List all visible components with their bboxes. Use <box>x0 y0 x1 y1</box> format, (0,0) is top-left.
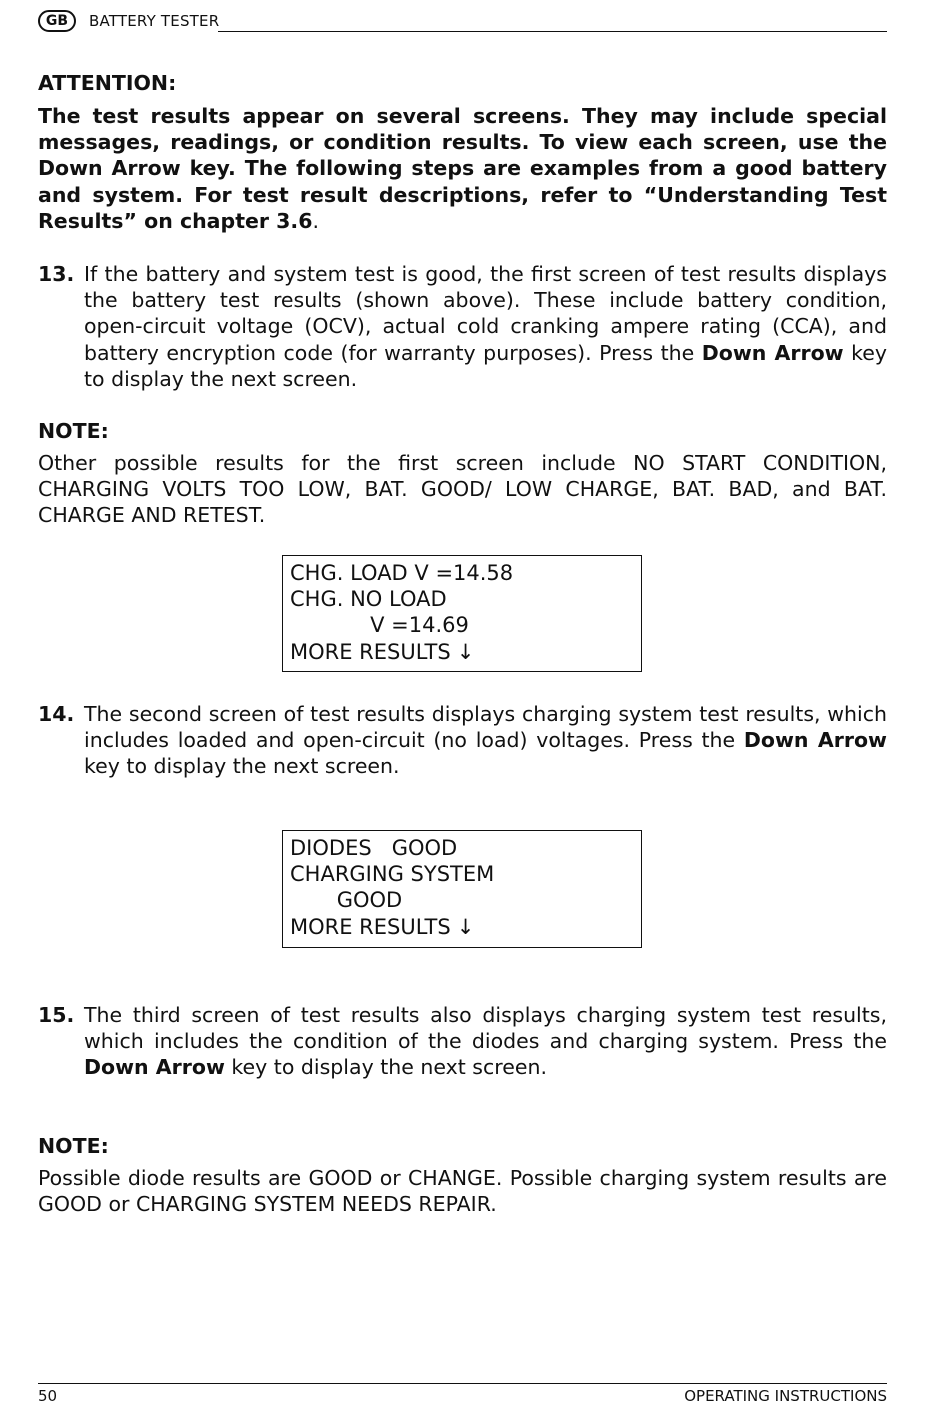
step-number: 14. <box>38 702 75 726</box>
step-text <box>84 701 887 780</box>
screen-line: CHG. NO LOAD <box>290 587 447 612</box>
footer-section-title: OPERATING INSTRUCTIONS <box>684 1387 887 1405</box>
step-text-a: The second screen of test results displays charging system test results, which includes loaded and open-circuit (no load) voltages. Press the <box>84 702 887 753</box>
attention-heading: ATTENTION: <box>38 71 177 95</box>
note-heading: NOTE: <box>38 419 109 443</box>
down-arrow-icon: ↓ <box>456 914 475 939</box>
language-badge: GB <box>38 10 76 32</box>
step-text <box>84 261 887 392</box>
step-number: 15. <box>38 1003 75 1027</box>
page-number: 50 <box>38 1387 58 1405</box>
page-header <box>38 9 887 37</box>
step-bold-key: Down Arrow <box>743 728 887 753</box>
step-15 <box>38 1002 887 1081</box>
footer-rule <box>38 1383 887 1384</box>
more-results-label: MORE RESULTS <box>290 914 451 939</box>
attention-text: The test results appear on several screens. They may include special messages, readings, or condition results. To view each screen, use the Down Arrow key. The following steps are examples from a good battery and system. For test result descriptions, refer to “Understanding Test Results” on chapter 3.6 <box>38 104 887 233</box>
note-text: Possible diode results are GOOD or CHANGE. Possible charging system results are GOOD or CHARGING SYSTEM NEEDS REPAIR. <box>38 1166 887 1217</box>
step-text-a: If the battery and system test is good, the first screen of test results displays the battery test results (shown above). These include battery condition, open-circuit voltage (OCV), actual cold cranking ampere rating (CCA), and battery encryption code (for warranty purposes). Press the <box>84 262 887 365</box>
more-results-label: MORE RESULTS <box>290 639 451 664</box>
step-text-b: key to display the next screen. <box>224 1055 547 1080</box>
screen-line: CHG. LOAD V =14.58 <box>290 561 514 585</box>
step-text-a: The third screen of test results also displays charging system test results, which includes the condition of the diodes and charging system. Press the <box>84 1003 887 1054</box>
step-bold-key: Down Arrow <box>701 340 844 365</box>
attention-trailing: . <box>312 208 319 233</box>
step-14 <box>38 701 887 780</box>
screen-line <box>290 639 634 665</box>
screen-line: DIODES GOOD <box>290 836 458 860</box>
tester-screen-2 <box>282 830 642 948</box>
screen-line <box>290 914 634 940</box>
down-arrow-icon: ↓ <box>456 639 475 664</box>
screen-line: V =14.69 <box>290 613 469 638</box>
attention-paragraph <box>38 103 887 234</box>
screen-line: CHARGING SYSTEM <box>290 862 495 887</box>
note-text: Other possible results for the first screen include NO START CONDITION, CHARGING VOLTS TOO LOW, BAT. GOOD/ LOW CHARGE, BAT. BAD, and BAT. CHARGE AND RETEST. <box>38 451 887 528</box>
tester-screen-1 <box>282 555 642 672</box>
step-text-b: key to display the next screen. <box>84 340 887 391</box>
step-text-b: key to display the next screen. <box>84 754 400 779</box>
note-heading: NOTE: <box>38 1134 109 1158</box>
header-title: BATTERY TESTER <box>89 12 220 30</box>
header-rule <box>218 31 887 32</box>
step-text <box>84 1002 887 1081</box>
step-number: 13. <box>38 262 75 286</box>
step-bold-key: Down Arrow <box>84 1055 225 1080</box>
screen-line: GOOD <box>290 888 403 913</box>
step-13 <box>38 261 887 392</box>
